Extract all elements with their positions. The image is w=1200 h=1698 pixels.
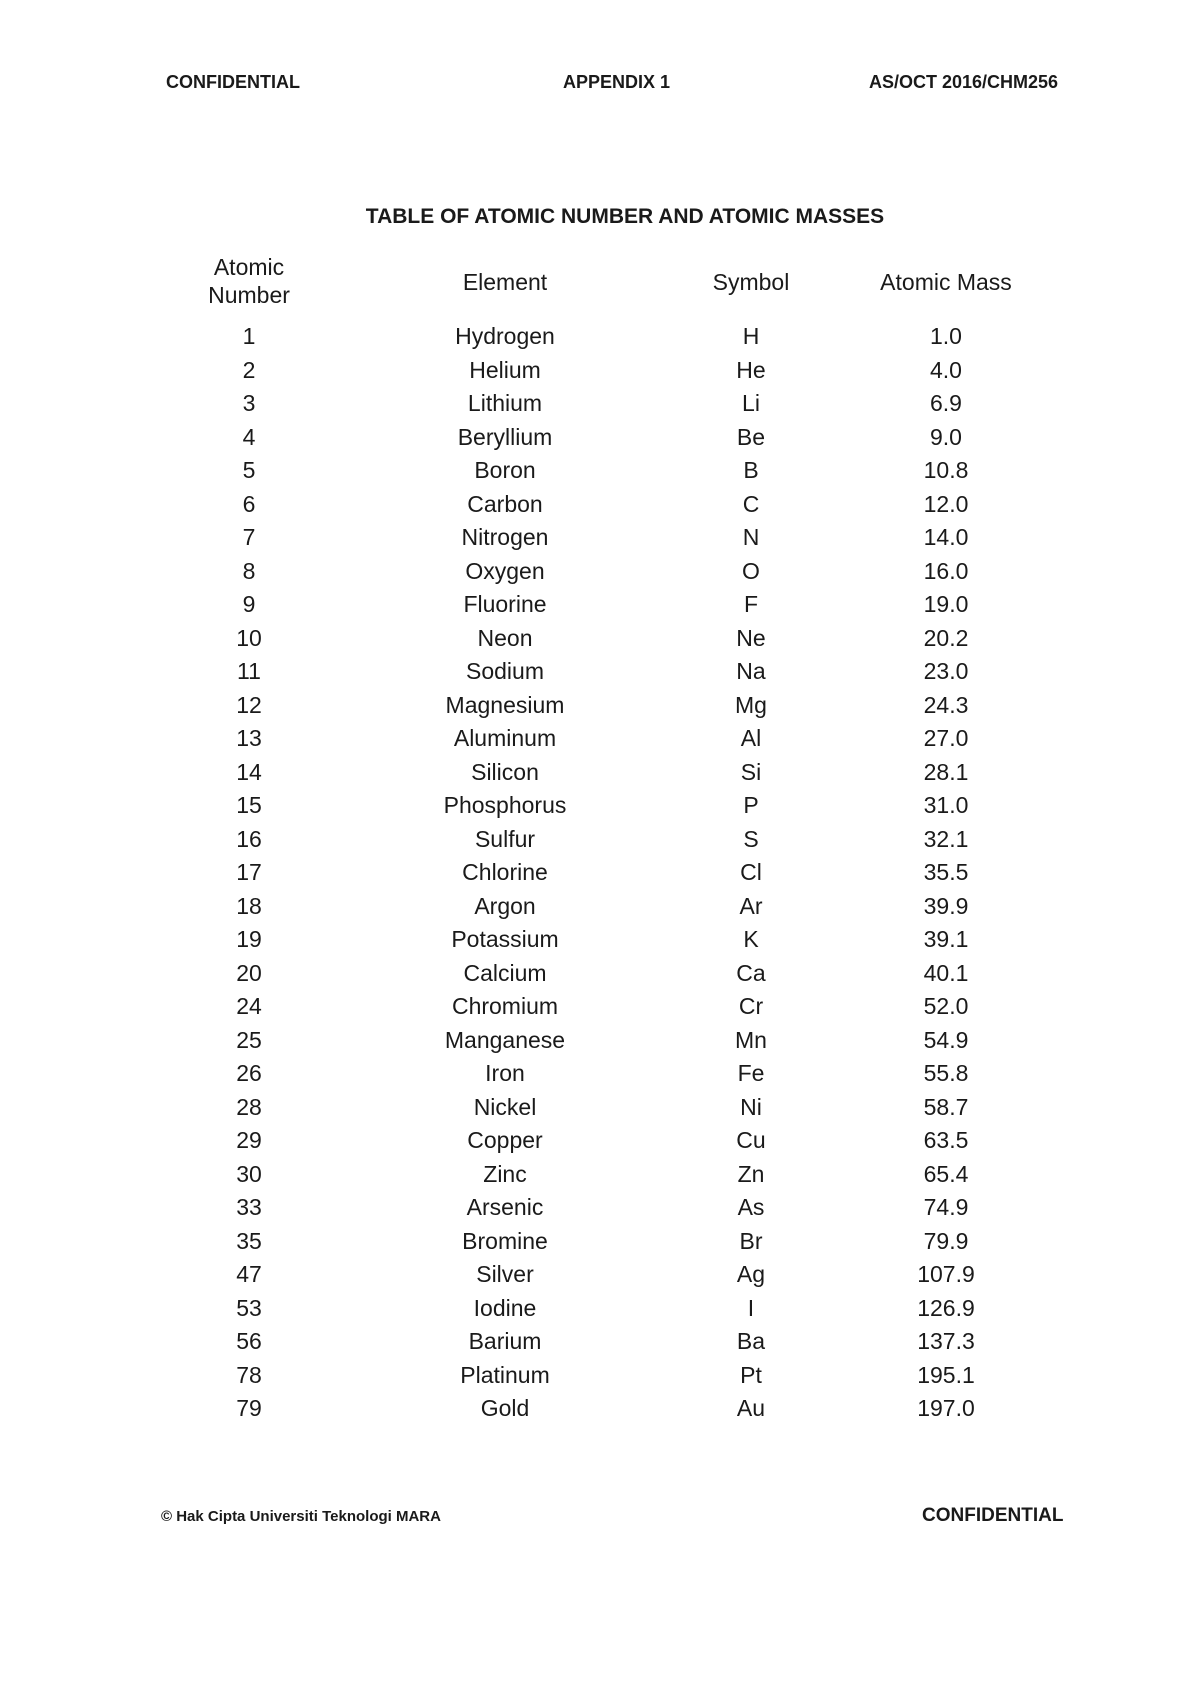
atomic-mass-cell: 9.0 (930, 423, 962, 450)
atomic-number-cell: 13 (236, 725, 262, 751)
table-row (0, 454, 1200, 488)
atomic-number-cell: 11 (237, 658, 261, 684)
element-name-cell: Silicon (471, 758, 539, 785)
table-row (0, 588, 1200, 622)
atomic-mass-cell: 1.0 (930, 323, 962, 349)
atomic-mass-cell: 31.0 (923, 792, 969, 818)
element-symbol-cell: Pt (740, 1361, 762, 1388)
atomic-mass-cell: 197.0 (917, 1395, 975, 1421)
element-name-cell: Fluorine (463, 591, 547, 617)
table-row (0, 957, 1200, 991)
atomic-mass-cell: 74.9 (923, 1194, 969, 1220)
element-name-cell: Carbon (467, 490, 543, 517)
atomic-number-cell: 79 (236, 1395, 262, 1421)
element-symbol-cell: Cr (738, 993, 764, 1019)
element-symbol-cell: Ca (736, 959, 766, 986)
atomic-number-cell: 29 (236, 1127, 262, 1153)
table-row (0, 521, 1200, 555)
element-symbol-cell: Al (740, 725, 762, 751)
element-name-cell: Oxygen (465, 557, 545, 584)
atomic-mass-cell: 55.8 (923, 1060, 969, 1086)
atomic-mass-cell: 54.9 (923, 1026, 969, 1053)
table-row (0, 1392, 1200, 1426)
atomic-mass-cell: 32.1 (923, 825, 969, 852)
element-name-cell: Manganese (444, 1026, 566, 1053)
atomic-number-cell: 14 (236, 758, 262, 785)
element-symbol-cell: Ne (736, 624, 766, 651)
element-name-cell: Zinc (483, 1160, 527, 1187)
table-row (0, 1057, 1200, 1091)
element-symbol-cell: C (742, 490, 760, 517)
element-symbol-cell: Ba (736, 1328, 766, 1354)
atomic-mass-cell: 19.0 (923, 591, 969, 617)
atomic-mass-cell: 16.0 (923, 557, 969, 584)
atomic-mass-cell: 65.4 (923, 1160, 969, 1187)
table-row (0, 1325, 1200, 1359)
atomic-number-cell: 2 (242, 356, 256, 383)
table-row (0, 890, 1200, 924)
table-row (0, 387, 1200, 421)
element-name-cell: Copper (467, 1127, 543, 1153)
element-name-cell: Sulfur (474, 825, 536, 852)
atomic-mass-cell: 24.3 (923, 691, 969, 718)
table-row (0, 555, 1200, 589)
element-name-cell: Chromium (451, 993, 559, 1019)
element-name-cell: Iron (485, 1060, 525, 1086)
element-symbol-cell: N (742, 524, 760, 550)
table-row (0, 421, 1200, 455)
element-name-cell: Hydrogen (455, 323, 555, 349)
element-symbol-cell: Na (736, 658, 766, 684)
atomic-number-cell: 8 (242, 557, 256, 584)
element-symbol-cell: Fe (737, 1060, 765, 1086)
atomic-number-cell: 7 (242, 524, 256, 550)
element-name-cell: Helium (469, 356, 541, 383)
table-row (0, 722, 1200, 756)
element-name-cell: Argon (474, 892, 536, 919)
atomic-mass-cell: 52.0 (923, 993, 969, 1019)
atomic-number-cell: 20 (236, 959, 262, 986)
table-row (0, 789, 1200, 823)
table-row (0, 1359, 1200, 1393)
table-row (0, 622, 1200, 656)
atomic-number-cell: 25 (236, 1026, 262, 1053)
table-row (0, 856, 1200, 890)
atomic-mass-cell: 12.0 (923, 490, 969, 517)
table-row (0, 689, 1200, 723)
table-row (0, 655, 1200, 689)
atomic-number-cell: 10 (236, 624, 262, 651)
atomic-number-cell: 6 (242, 490, 256, 517)
atomic-number-cell: 16 (236, 825, 262, 852)
atomic-mass-cell: 35.5 (923, 859, 969, 885)
atomic-mass-cell: 6.9 (930, 390, 962, 416)
table-row (0, 1292, 1200, 1326)
column-header-atomic-number (179, 253, 319, 309)
atomic-mass-cell: 40.1 (923, 959, 969, 986)
element-name-cell: Barium (468, 1328, 542, 1354)
atomic-mass-cell: 195.1 (917, 1361, 975, 1388)
table-row (0, 823, 1200, 857)
atomic-mass-cell: 10.8 (923, 457, 969, 483)
table-row (0, 756, 1200, 790)
atomic-number-cell: 9 (242, 591, 256, 617)
element-name-cell: Sodium (466, 658, 544, 684)
atomic-number-cell: 15 (236, 792, 262, 818)
element-name-cell: Gold (480, 1395, 530, 1421)
column-header-atomic-mass: Atomic Mass (880, 269, 1012, 295)
element-symbol-cell: Cu (736, 1127, 766, 1153)
atomic-number-cell: 3 (242, 390, 256, 416)
atomic-number-cell: 47 (236, 1261, 262, 1287)
atomic-number-cell: 30 (236, 1160, 262, 1187)
atomic-number-cell: 24 (236, 993, 262, 1019)
element-symbol-cell: Cl (740, 859, 762, 885)
element-symbol-cell: Zn (737, 1160, 765, 1187)
atomic-number-cell: 19 (236, 926, 262, 952)
element-name-cell: Boron (474, 457, 536, 483)
element-symbol-cell: Be (736, 423, 766, 450)
atomic-number-cell: 1 (242, 323, 256, 349)
element-symbol-cell: He (736, 356, 766, 383)
element-name-cell: Neon (477, 624, 533, 651)
element-name-cell: Nitrogen (461, 524, 549, 550)
element-name-cell: Platinum (460, 1361, 550, 1388)
element-symbol-cell: As (737, 1194, 765, 1220)
table-row (0, 990, 1200, 1024)
table-row (0, 1191, 1200, 1225)
atomic-mass-cell: 14.0 (923, 524, 969, 550)
element-symbol-cell: Ar (739, 892, 763, 919)
column-header-symbol: Symbol (712, 269, 790, 295)
table-row (0, 923, 1200, 957)
element-name-cell: Calcium (463, 959, 547, 986)
column-header-atomic-number-line1: Atomic (213, 254, 285, 280)
table-row (0, 1258, 1200, 1292)
element-symbol-cell: K (743, 926, 759, 952)
footer-confidential: CONFIDENTIAL (922, 1505, 1064, 1526)
atomic-number-cell: 33 (236, 1194, 262, 1220)
table-row (0, 1225, 1200, 1259)
table-row (0, 1024, 1200, 1058)
atomic-mass-cell: 79.9 (923, 1227, 969, 1254)
element-symbol-cell: O (742, 557, 760, 584)
element-symbol-cell: Li (742, 390, 760, 416)
atomic-number-cell: 4 (242, 423, 256, 450)
atomic-number-cell: 17 (236, 859, 262, 885)
header-appendix: APPENDIX 1 (563, 72, 671, 92)
element-symbol-cell: H (742, 323, 760, 349)
element-name-cell: Bromine (462, 1227, 548, 1254)
table-row (0, 1091, 1200, 1125)
element-name-cell: Potassium (451, 926, 559, 952)
page-title: TABLE OF ATOMIC NUMBER AND ATOMIC MASSES (365, 205, 885, 228)
atomic-number-cell: 56 (236, 1328, 262, 1354)
element-symbol-cell: F (743, 591, 759, 617)
element-symbol-cell: Br (739, 1227, 763, 1254)
element-symbol-cell: B (743, 457, 759, 483)
element-name-cell: Iodine (473, 1294, 537, 1321)
atomic-number-cell: 5 (242, 457, 256, 483)
element-name-cell: Chlorine (462, 859, 548, 885)
atomic-mass-cell: 107.9 (917, 1261, 975, 1287)
element-symbol-cell: Ag (736, 1261, 766, 1287)
atomic-mass-cell: 58.7 (923, 1093, 969, 1120)
atomic-mass-cell: 4.0 (930, 356, 962, 383)
element-name-cell: Magnesium (445, 691, 565, 718)
atomic-mass-cell: 27.0 (923, 725, 969, 751)
column-header-element: Element (462, 269, 548, 295)
element-name-cell: Beryllium (457, 423, 553, 450)
atomic-number-cell: 53 (236, 1294, 262, 1321)
table-row (0, 1158, 1200, 1192)
element-name-cell: Arsenic (466, 1194, 544, 1220)
element-name-cell: Nickel (473, 1093, 537, 1120)
element-symbol-cell: S (743, 825, 759, 852)
atomic-number-cell: 35 (236, 1227, 262, 1254)
atomic-number-cell: 12 (236, 691, 262, 718)
atomic-mass-cell: 126.9 (917, 1294, 975, 1321)
header-exam-code: AS/OCT 2016/CHM256 (869, 72, 1059, 92)
atomic-mass-cell: 23.0 (923, 658, 969, 684)
atomic-number-cell: 78 (236, 1361, 262, 1388)
column-header-atomic-number-line2: Number (208, 282, 290, 308)
atomic-mass-cell: 63.5 (923, 1127, 969, 1153)
table-row (0, 320, 1200, 354)
header-confidential: CONFIDENTIAL (166, 72, 300, 92)
element-symbol-cell: Au (736, 1395, 766, 1421)
atomic-number-cell: 26 (236, 1060, 262, 1086)
atomic-number-cell: 18 (236, 892, 262, 919)
atomic-table-body (0, 320, 1200, 1426)
atomic-mass-cell: 39.1 (923, 926, 969, 952)
element-symbol-cell: P (743, 792, 759, 818)
element-symbol-cell: Ni (740, 1093, 762, 1120)
element-symbol-cell: Mg (735, 691, 767, 718)
atomic-mass-cell: 137.3 (917, 1328, 975, 1354)
element-name-cell: Phosphorus (443, 792, 567, 818)
atomic-mass-cell: 20.2 (923, 624, 969, 651)
atomic-number-cell: 28 (236, 1093, 262, 1120)
element-symbol-cell: Mn (735, 1026, 767, 1053)
footer-copyright: © Hak Cipta Universiti Teknologi MARA (161, 1508, 441, 1525)
table-row (0, 354, 1200, 388)
element-symbol-cell: I (747, 1294, 755, 1321)
element-name-cell: Lithium (467, 390, 543, 416)
element-name-cell: Silver (476, 1261, 534, 1287)
atomic-mass-cell: 28.1 (923, 758, 969, 785)
atomic-mass-cell: 39.9 (923, 892, 969, 919)
table-row (0, 488, 1200, 522)
table-row (0, 1124, 1200, 1158)
element-name-cell: Aluminum (453, 725, 557, 751)
element-symbol-cell: Si (740, 758, 762, 785)
